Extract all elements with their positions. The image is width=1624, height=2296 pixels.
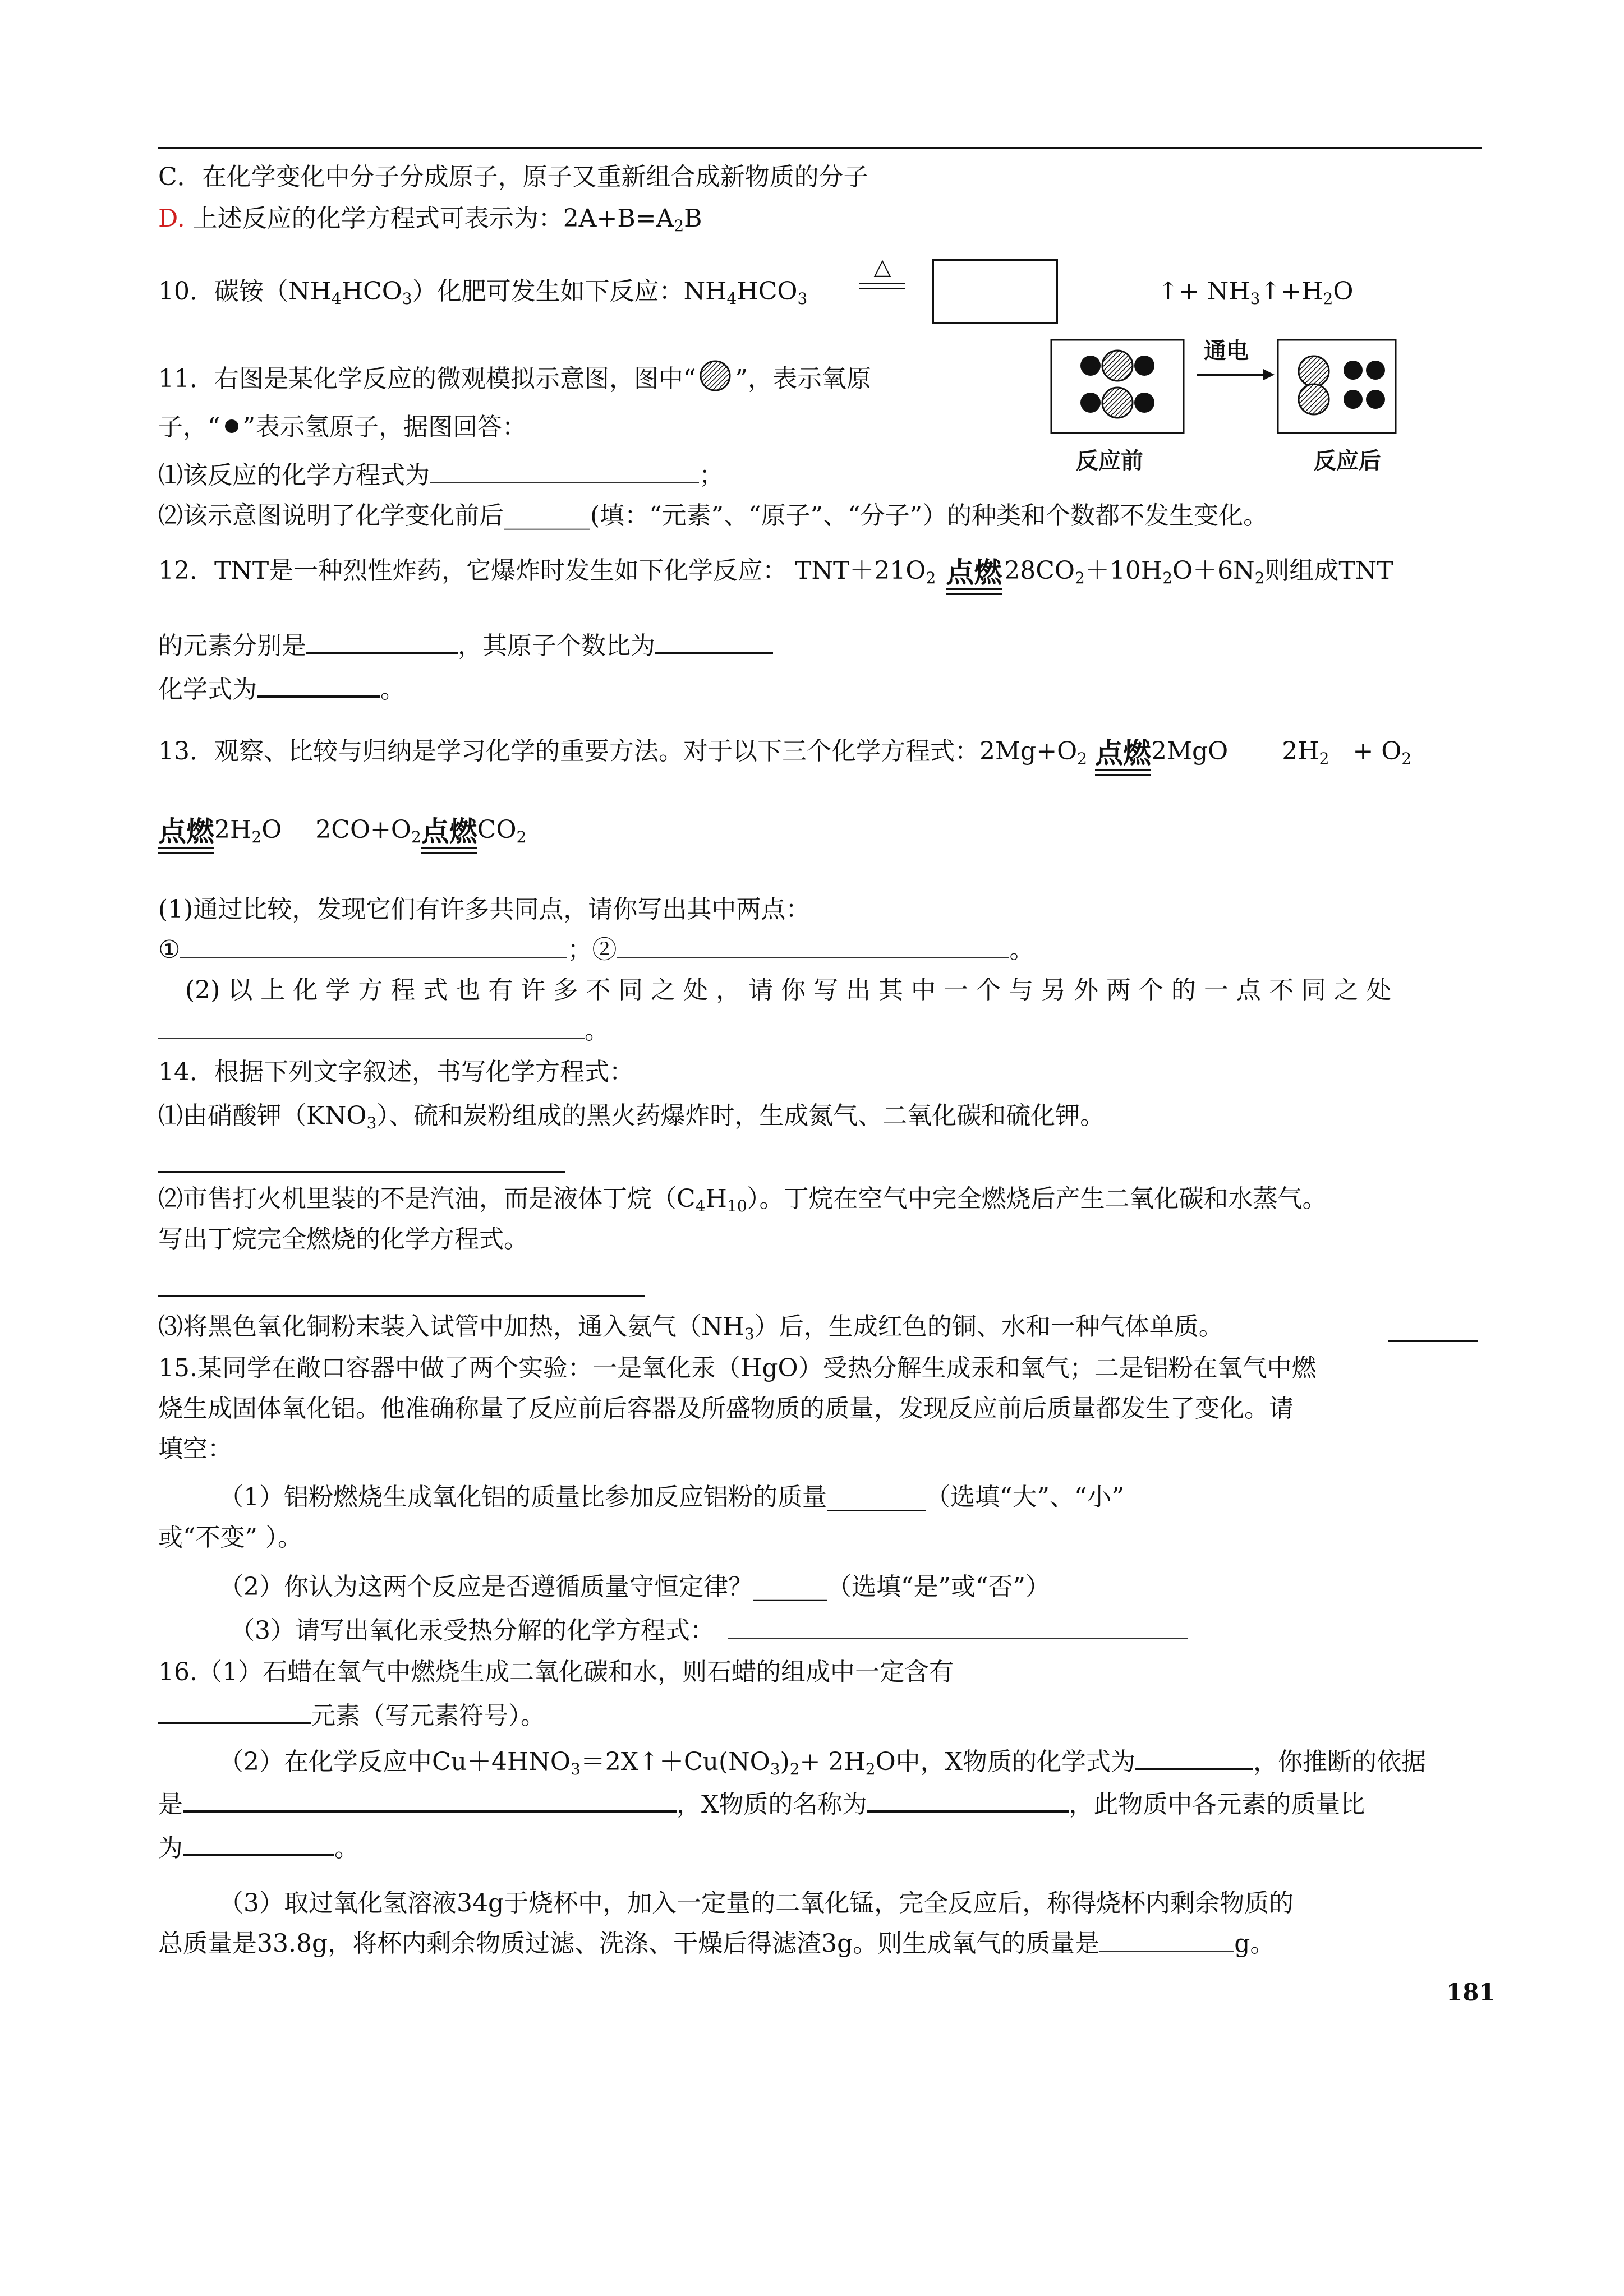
text: ↑+H	[1260, 277, 1323, 306]
text: ；	[699, 461, 724, 490]
text: ↑+ NH	[1158, 277, 1250, 306]
text: 2H	[214, 815, 252, 844]
text: 或“不变” ）。	[158, 1523, 302, 1552]
q11-equation-blank[interactable]	[430, 461, 699, 483]
option-c-text: C．在化学变化中分子分成原子，原子又重新组合成新物质的分子	[158, 163, 868, 191]
text: ）后，生成红色的铜、水和一种气体单质。	[754, 1312, 1223, 1341]
text: ，X物质的名称为	[677, 1790, 867, 1819]
question-11-line4	[158, 499, 1268, 533]
text: HCO	[737, 277, 798, 306]
sub: 2	[674, 216, 684, 235]
option-d	[158, 202, 702, 243]
question-11-line2	[158, 411, 527, 444]
question-13-part1-blanks	[158, 933, 1034, 967]
text: 11．右图是某化学反应的微观模拟示意图，图中“	[158, 365, 696, 393]
text: O	[1333, 277, 1354, 306]
text: 的元素分别是	[158, 631, 306, 660]
option-d-label: D.	[158, 204, 185, 233]
question-16-part2c	[158, 1832, 359, 1865]
q16-elements-blank[interactable]	[158, 1700, 311, 1724]
question-16-part2	[219, 1745, 1426, 1786]
text: 填空：	[158, 1435, 232, 1463]
q13-point1-blank[interactable]	[180, 935, 567, 958]
ignite-condition	[421, 817, 477, 854]
sub: 4	[726, 289, 737, 308]
question-14-part2b	[158, 1223, 528, 1256]
text: 点燃	[946, 556, 1002, 589]
text: ”，表示氧原	[735, 365, 871, 393]
sub: 3	[1250, 289, 1260, 308]
question-16-line1	[158, 1656, 954, 1689]
q10-answer-box[interactable]	[932, 259, 1058, 324]
text: g。	[1234, 1929, 1275, 1958]
heat-condition	[859, 256, 905, 295]
header-rule	[158, 147, 1482, 149]
question-13-part1	[158, 893, 810, 926]
text: ，其原子个数比为	[458, 631, 655, 660]
sub: 10	[726, 1197, 747, 1215]
sub: 2	[516, 828, 527, 846]
text: 子，“	[158, 413, 220, 441]
question-14-title	[158, 1055, 634, 1089]
text: ⑶将黑色氧化铜粉末装入试管中加热，通入氨气（NH	[158, 1312, 744, 1341]
text: )	[780, 1748, 790, 1776]
text: ⑵该示意图说明了化学变化前后_______(填：“元素”、“原子”、“分子”）的种类和个数都不发生变化。	[158, 501, 1268, 530]
text: 16.（1）石蜡在氧气中燃烧生成二氧化碳和水，则石蜡的组成中一定含有	[158, 1658, 954, 1686]
text: 元素（写元素符号）。	[311, 1702, 545, 1730]
text: 。	[585, 1016, 609, 1045]
sub: 2	[251, 828, 262, 846]
question-16-line2	[158, 1699, 545, 1733]
sub: 3	[797, 289, 808, 308]
sub: 4	[331, 289, 342, 308]
reaction-diagram	[1050, 333, 1476, 477]
question-14-part3	[158, 1310, 1223, 1351]
text: HCO	[341, 277, 402, 306]
question-13-part2	[185, 974, 1391, 1007]
ignite-condition	[946, 558, 1002, 595]
before-label: 反应前	[1076, 448, 1143, 474]
sub: 3	[570, 1760, 581, 1778]
question-14-part2	[158, 1182, 1327, 1223]
q16-mass-ratio-blank[interactable]	[183, 1833, 334, 1856]
sub: 2	[1077, 749, 1087, 768]
text: O	[261, 815, 282, 844]
question-14-part1	[158, 1099, 1105, 1140]
q14-answer2-line[interactable]	[158, 1295, 645, 1297]
question-13-line2	[158, 813, 526, 854]
text: （3）请写出氧化汞受热分解的化学方程式：	[230, 1616, 715, 1645]
text: 13．观察、比较与归纳是学习化学的重要方法。对于以下三个化学方程式：2Mg+O	[158, 737, 1078, 766]
text: ）化肥可发生如下反应：NH	[412, 277, 727, 306]
text: （2）你认为这两个反应是否遵循质量守恒定律？______（选填“是”或“否”）	[219, 1573, 1050, 1601]
hydrogen-atom-icon	[220, 415, 243, 437]
q16-oxygen-mass-blank[interactable]	[1099, 1929, 1234, 1952]
text: ＋10H	[1084, 556, 1163, 585]
oxygen-atom-icon	[696, 359, 735, 393]
option-c	[158, 160, 868, 194]
equals-sign	[1095, 769, 1151, 776]
text: 化学式为	[158, 675, 257, 704]
ignite-condition	[1095, 739, 1151, 776]
text: 2H	[1282, 737, 1319, 766]
q12-ratio-blank[interactable]	[655, 630, 773, 654]
option-d-text: 上述反应的化学方程式可表示为：2A+B=A	[185, 204, 674, 233]
text: (1)通过比较，发现它们有许多共同点，请你写出其中两点：	[158, 895, 811, 924]
text: 12．TNT是一种烈性炸药，它爆炸时发生如下化学反应： TNT＋21O	[158, 556, 926, 585]
text: H	[705, 1184, 727, 1213]
question-12-line2	[158, 629, 773, 663]
question-15-line3	[158, 1432, 232, 1466]
question-15-part1b	[158, 1521, 302, 1555]
q12-formula-blank[interactable]	[257, 674, 380, 698]
text: 。	[334, 1834, 359, 1862]
equals-sign	[946, 588, 1002, 595]
text: （3）取过氧化氢溶液34g于烧杯中，加入一定量的二氧化锰，完全反应后，称得烧杯内剩余物质的	[219, 1889, 1294, 1917]
text: + O	[1345, 737, 1402, 766]
text: 15.某同学在敞口容器中做了两个实验：一是氧化汞（HgO）受热分解生成汞和氧气；二是铝粉在氧气中燃	[158, 1354, 1317, 1382]
text: 烧生成固体氧化铝。他准确称量了反应前后容器及所盛物质的质量，发现反应前后质量都发生了变化。请	[158, 1394, 1294, 1423]
question-11-line1	[158, 359, 871, 396]
text: 为	[158, 1834, 183, 1862]
text: 。	[380, 675, 405, 704]
text: O中，X物质的化学式为	[875, 1748, 1135, 1776]
question-11-line3	[158, 459, 724, 492]
text: （1）铝粉燃烧生成氧化铝的质量比参加反应铝粉的质量________（选填“大”、“小”	[219, 1483, 1124, 1511]
question-16-part2b	[158, 1788, 1365, 1822]
q15-equation-blank[interactable]	[728, 1616, 1188, 1639]
text: 点燃	[158, 815, 214, 848]
text: 2CO+O	[315, 815, 411, 844]
text: ＝2X↑＋Cu(NO	[580, 1748, 770, 1776]
question-12-line1	[158, 554, 1393, 595]
arrow-label: 通电	[1204, 338, 1249, 364]
text: ①	[158, 935, 181, 964]
text: 。	[1009, 935, 1034, 964]
after-label: 反应后	[1314, 448, 1381, 474]
question-13-part2-blank	[158, 1014, 609, 1048]
q16-basis-blank[interactable]	[183, 1789, 677, 1813]
text: (2) 以 上 化 学 方 程 式 也 有 许 多 不 同 之 处 ， 请 你 写 出 其 中 一 个 与 另 外 两 个 的 一 点 不 同 之 处	[185, 976, 1391, 1004]
page-number: 181	[1446, 1979, 1496, 2006]
equals-sign	[859, 283, 905, 289]
text: ，此物质中各元素的质量比	[1069, 1790, 1365, 1819]
sub: 2	[411, 828, 421, 846]
q16-x-name-blank[interactable]	[867, 1789, 1069, 1813]
text: CO	[477, 815, 517, 844]
sub: 2	[865, 1760, 876, 1778]
sub: 3	[770, 1760, 780, 1778]
text: 点燃	[421, 815, 477, 848]
sub: 2	[1075, 569, 1085, 587]
sub: 2	[1401, 749, 1412, 768]
text: 2MgO	[1151, 737, 1229, 766]
text: 写出丁烷完全燃烧的化学方程式。	[158, 1225, 528, 1253]
q13-point2-blank[interactable]	[617, 935, 1009, 958]
question-15-part3	[230, 1614, 1188, 1648]
text: ）。丁烷在空气中完全燃烧后产生二氧化碳和水蒸气。	[747, 1184, 1327, 1213]
q14-answer1-line[interactable]	[158, 1171, 565, 1173]
sub: 4	[695, 1197, 706, 1215]
question-16-part3	[219, 1887, 1294, 1920]
text: O＋6N	[1172, 556, 1255, 585]
text: + 2H	[799, 1748, 866, 1776]
q10-tail	[1158, 275, 1353, 316]
q10-text: 10．碳铵（NH	[158, 277, 332, 306]
q13-difference-blank[interactable]	[158, 1016, 585, 1039]
text: 点燃	[1094, 737, 1151, 769]
text: ⑴该反应的化学方程式为	[158, 461, 430, 490]
equals-sign	[421, 847, 477, 854]
sub: 2	[1319, 749, 1329, 768]
text: 则组成TNT	[1264, 556, 1393, 585]
ignite-condition	[158, 817, 214, 854]
sub: 2	[1254, 569, 1265, 587]
question-15-part2	[219, 1570, 1050, 1604]
text: B	[684, 204, 702, 233]
question-15-line1	[158, 1352, 1317, 1385]
text: ，你推断的依据	[1253, 1748, 1426, 1776]
sub: 2	[789, 1760, 800, 1778]
sub: 2	[926, 569, 936, 587]
sub: 3	[366, 1114, 377, 1132]
q12-elements-blank[interactable]	[306, 630, 458, 654]
equals-sign	[158, 847, 214, 854]
question-10	[158, 275, 807, 316]
q14-answer3-line[interactable]	[1388, 1340, 1478, 1342]
question-15-line2	[158, 1392, 1294, 1426]
text: （2）在化学反应中Cu＋4HNO	[219, 1748, 571, 1776]
text: 总质量是33.8g，将杯内剩余物质过滤、洗涤、干燥后得滤渣3g。则生成氧气的质量是	[158, 1929, 1100, 1958]
text: ）、硫和炭粉组成的黑火药爆炸时，生成氮气、二氧化碳和硫化钾。	[376, 1101, 1105, 1130]
sub: 2	[1323, 289, 1333, 308]
text: ⑴由硝酸钾（KNO	[158, 1101, 367, 1130]
text: 14．根据下列文字叙述，书写化学方程式：	[158, 1058, 634, 1086]
text: ；②	[567, 935, 617, 964]
sub: 3	[402, 289, 412, 308]
heat-triangle-icon: △	[873, 254, 891, 280]
sub: 2	[1162, 569, 1173, 587]
question-12-line3	[158, 673, 405, 707]
question-13-line1	[158, 735, 1411, 776]
question-15-part1	[219, 1481, 1124, 1514]
text: 28CO	[1004, 556, 1075, 585]
text: 是	[158, 1790, 183, 1819]
q16-x-formula-blank[interactable]	[1135, 1746, 1253, 1770]
text: ”表示氢原子，据图回答：	[242, 413, 527, 441]
sub: 3	[744, 1325, 755, 1343]
text: ⑵市售打火机里装的不是汽油，而是液体丁烷（C	[158, 1184, 696, 1213]
question-16-part3b	[158, 1927, 1275, 1961]
